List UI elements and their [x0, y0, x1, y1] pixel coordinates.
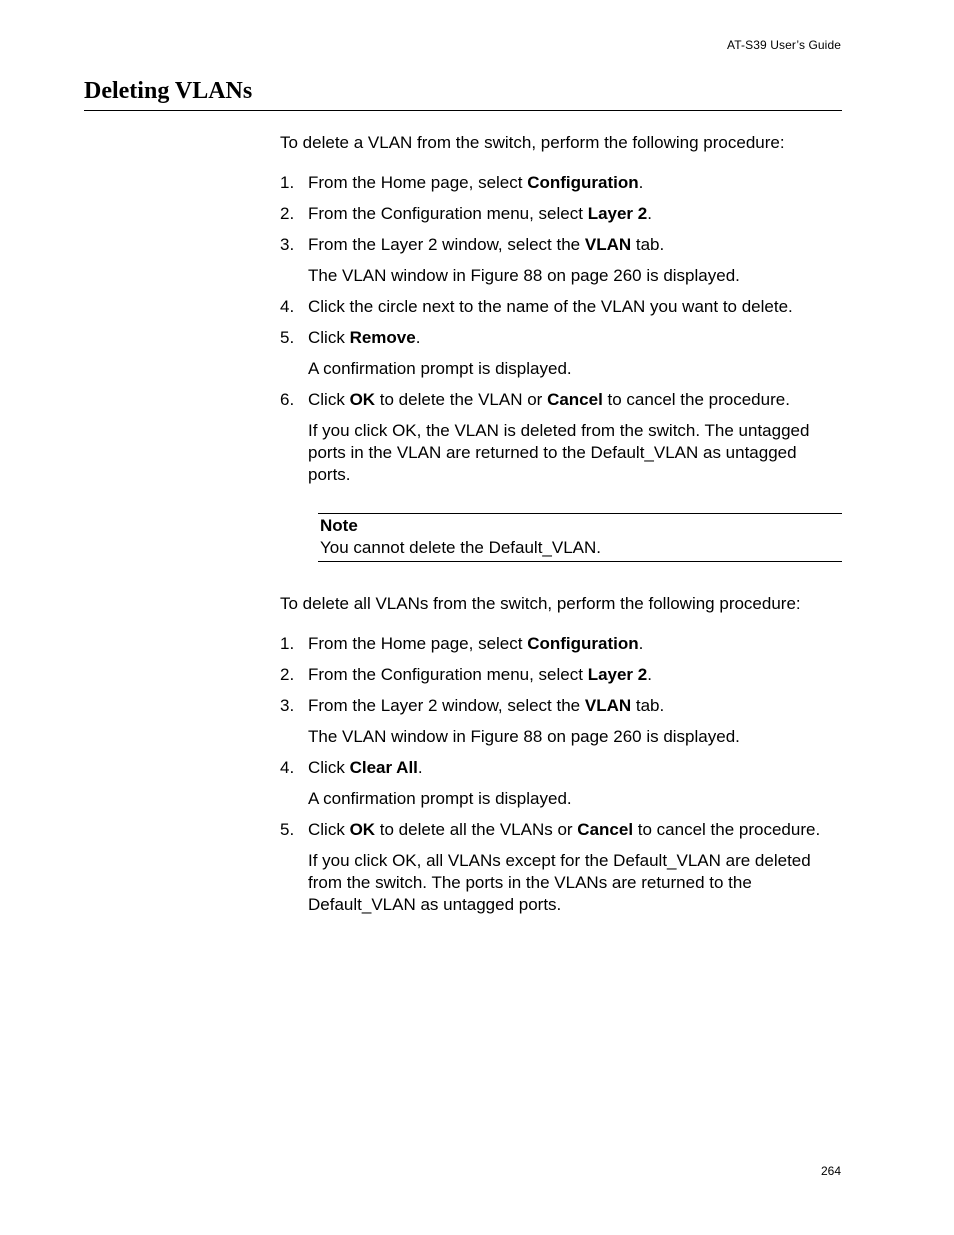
procedure-1-step-5: 5. Click Remove.	[280, 328, 421, 347]
procedure-1-step-3: 3. From the Layer 2 window, select the VLAN tab.	[280, 235, 665, 254]
procedure-1-intro: To delete a VLAN from the switch, perform the following procedure:	[280, 133, 785, 152]
procedure-1-step-1: 1. From the Home page, select Configuration.	[280, 173, 644, 192]
procedure-1-step-2: 2. From the Configuration menu, select Layer 2.	[280, 204, 652, 223]
note-label: Note	[320, 516, 358, 535]
procedure-2-step-5-result: If you click OK, all VLANs except for the Default_VLAN are deleted from the switch. The ports in the VLANs are returned to the Default_VLAN as untagged ports.	[308, 851, 811, 914]
running-header: AT-S39 User’s Guide	[727, 38, 841, 52]
section-title: Deleting VLANs	[84, 78, 253, 104]
procedure-1-step-3-result: The VLAN window in Figure 88 on page 260 is displayed.	[308, 266, 740, 285]
page-content	[280, 132, 842, 925]
procedure-2-step-3-result: The VLAN window in Figure 88 on page 260 is displayed.	[308, 727, 740, 746]
procedure-2-step-4: 4. Click Clear All.	[280, 758, 423, 777]
procedure-2-step-4-result: A confirmation prompt is displayed.	[308, 789, 572, 808]
title-divider	[84, 110, 842, 111]
procedure-2-step-1: 1. From the Home page, select Configuration.	[280, 634, 644, 653]
procedure-2-intro: To delete all VLANs from the switch, perform the following procedure:	[280, 594, 801, 613]
page-number: 264	[820, 1164, 841, 1178]
note-box	[318, 513, 842, 562]
procedure-1-step-6-result: If you click OK, the VLAN is deleted from the switch. The untagged ports in the VLAN are returned to the Default_VLAN as untagged ports.	[308, 421, 810, 484]
procedure-1-steps	[280, 172, 842, 256]
procedure-2-step-2: 2. From the Configuration menu, select Layer 2.	[280, 665, 652, 684]
procedure-1-step-6: 6. Click OK to delete the VLAN or Cancel to cancel the procedure.	[280, 390, 790, 409]
procedure-2-steps	[280, 633, 842, 717]
procedure-2-step-3: 3. From the Layer 2 window, select the VLAN tab.	[280, 696, 665, 715]
note-text: You cannot delete the Default_VLAN.	[320, 538, 602, 557]
procedure-1-step-4: 4. Click the circle next to the name of the VLAN you want to delete.	[280, 297, 793, 316]
procedure-1-step-5-result: A confirmation prompt is displayed.	[308, 359, 572, 378]
procedure-2-step-5: 5. Click OK to delete all the VLANs or Cancel to cancel the procedure.	[280, 820, 821, 839]
